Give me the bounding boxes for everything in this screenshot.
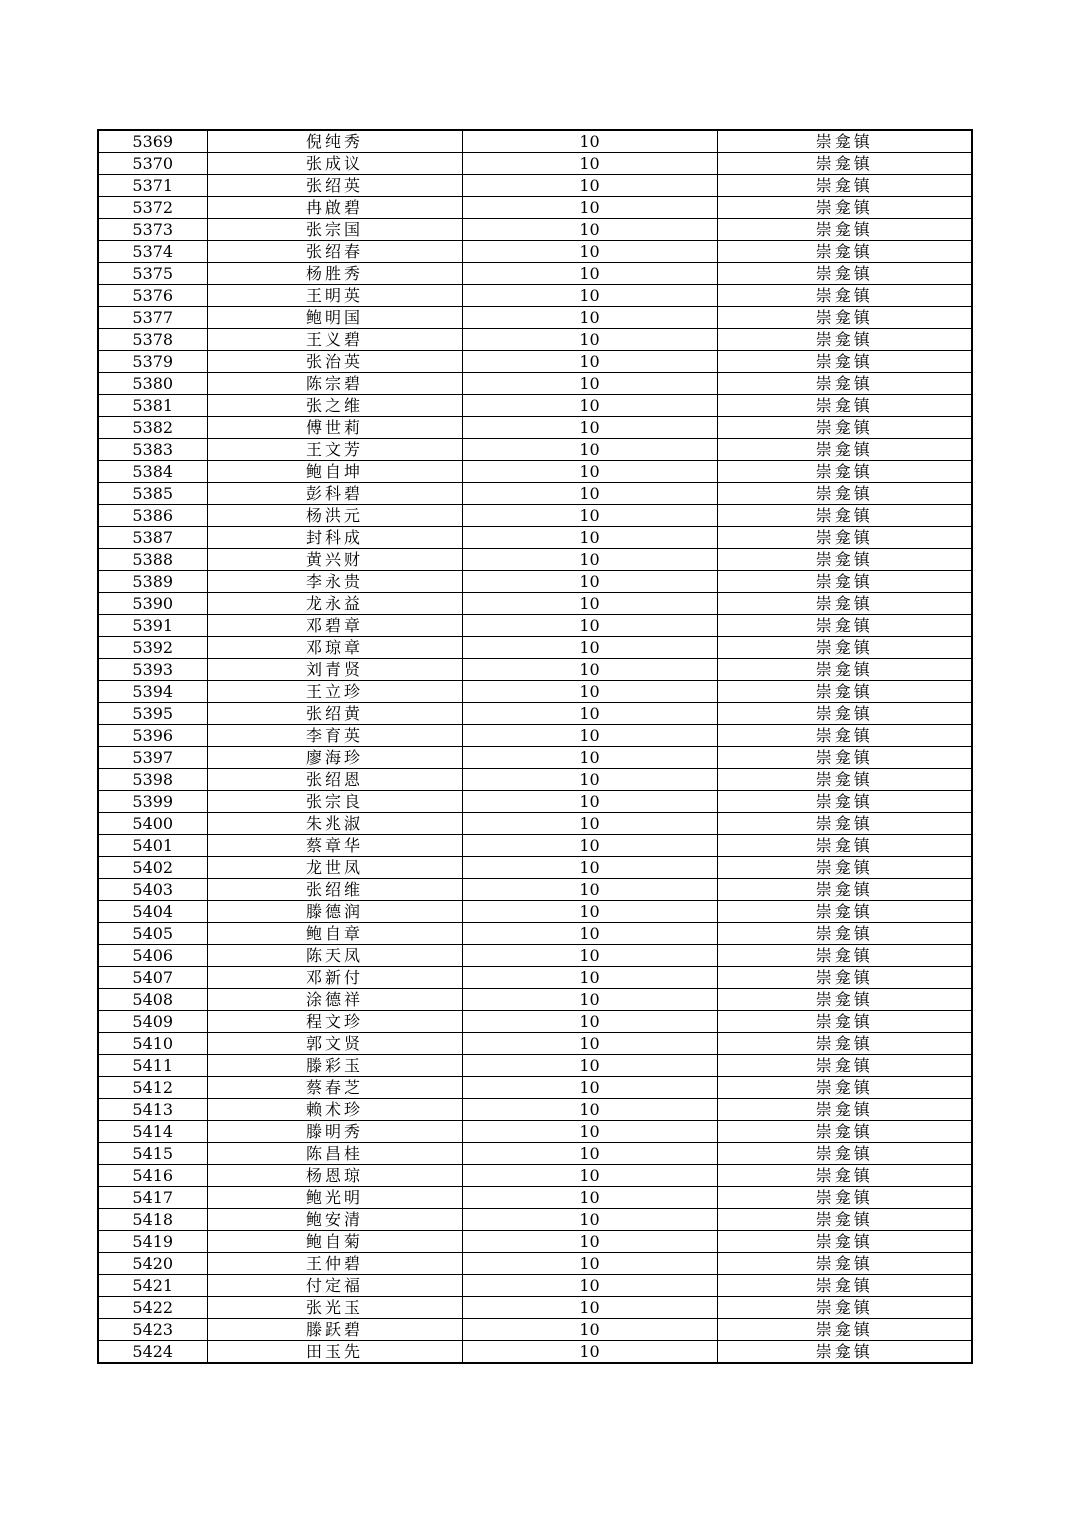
- table-row: [98, 329, 972, 351]
- town-cell: 崇龛镇: [717, 571, 972, 593]
- table-row: [98, 681, 972, 703]
- row-number-cell: 5420: [98, 1253, 207, 1275]
- town-cell: 崇龛镇: [717, 307, 972, 329]
- town-cell: 崇龛镇: [717, 1033, 972, 1055]
- table-row: [98, 879, 972, 901]
- town-cell: 崇龛镇: [717, 1121, 972, 1143]
- row-number-cell: 5407: [98, 967, 207, 989]
- person-name-cell: 陈昌桂: [207, 1143, 462, 1165]
- row-number-cell: 5419: [98, 1231, 207, 1253]
- row-number-cell: 5402: [98, 857, 207, 879]
- town-cell: 崇龛镇: [717, 197, 972, 219]
- amount-cell: 10: [462, 901, 717, 923]
- town-cell: 崇龛镇: [717, 703, 972, 725]
- table-row: [98, 395, 972, 417]
- row-number-cell: 5424: [98, 1341, 207, 1364]
- town-cell: 崇龛镇: [717, 1011, 972, 1033]
- amount-cell: 10: [462, 175, 717, 197]
- amount-cell: 10: [462, 549, 717, 571]
- town-cell: 崇龛镇: [717, 175, 972, 197]
- row-number-cell: 5375: [98, 263, 207, 285]
- person-name-cell: 陈天凤: [207, 945, 462, 967]
- table-row: [98, 1231, 972, 1253]
- person-name-cell: 赖术珍: [207, 1099, 462, 1121]
- town-cell: 崇龛镇: [717, 351, 972, 373]
- row-number-cell: 5417: [98, 1187, 207, 1209]
- town-cell: 崇龛镇: [717, 769, 972, 791]
- person-name-cell: 陈宗碧: [207, 373, 462, 395]
- person-name-cell: 张宗国: [207, 219, 462, 241]
- amount-cell: 10: [462, 285, 717, 307]
- town-cell: 崇龛镇: [717, 813, 972, 835]
- amount-cell: 10: [462, 1231, 717, 1253]
- row-number-cell: 5418: [98, 1209, 207, 1231]
- row-number-cell: 5391: [98, 615, 207, 637]
- person-name-cell: 杨恩琼: [207, 1165, 462, 1187]
- amount-cell: 10: [462, 1033, 717, 1055]
- amount-cell: 10: [462, 1297, 717, 1319]
- person-name-cell: 王立珍: [207, 681, 462, 703]
- town-cell: 崇龛镇: [717, 659, 972, 681]
- person-name-cell: 龙世凤: [207, 857, 462, 879]
- person-name-cell: 张之维: [207, 395, 462, 417]
- row-number-cell: 5380: [98, 373, 207, 395]
- table-row: [98, 923, 972, 945]
- row-number-cell: 5374: [98, 241, 207, 263]
- table-row: [98, 307, 972, 329]
- amount-cell: 10: [462, 1143, 717, 1165]
- row-number-cell: 5377: [98, 307, 207, 329]
- town-cell: 崇龛镇: [717, 835, 972, 857]
- row-number-cell: 5382: [98, 417, 207, 439]
- amount-cell: 10: [462, 373, 717, 395]
- town-cell: 崇龛镇: [717, 1275, 972, 1297]
- amount-cell: 10: [462, 241, 717, 263]
- person-name-cell: 张光玉: [207, 1297, 462, 1319]
- person-name-cell: 张治英: [207, 351, 462, 373]
- person-name-cell: 田玉先: [207, 1341, 462, 1364]
- amount-cell: 10: [462, 351, 717, 373]
- table-row: [98, 593, 972, 615]
- town-cell: 崇龛镇: [717, 637, 972, 659]
- table-row: [98, 1187, 972, 1209]
- table-row: [98, 813, 972, 835]
- amount-cell: 10: [462, 395, 717, 417]
- row-number-cell: 5412: [98, 1077, 207, 1099]
- person-name-cell: 鲍明国: [207, 307, 462, 329]
- town-cell: 崇龛镇: [717, 681, 972, 703]
- town-cell: 崇龛镇: [717, 1341, 972, 1364]
- amount-cell: 10: [462, 681, 717, 703]
- row-number-cell: 5371: [98, 175, 207, 197]
- person-name-cell: 冉啟碧: [207, 197, 462, 219]
- amount-cell: 10: [462, 439, 717, 461]
- row-number-cell: 5416: [98, 1165, 207, 1187]
- row-number-cell: 5421: [98, 1275, 207, 1297]
- row-number-cell: 5404: [98, 901, 207, 923]
- amount-cell: 10: [462, 725, 717, 747]
- town-cell: 崇龛镇: [717, 901, 972, 923]
- amount-cell: 10: [462, 659, 717, 681]
- person-name-cell: 黄兴财: [207, 549, 462, 571]
- row-number-cell: 5381: [98, 395, 207, 417]
- table-row: [98, 857, 972, 879]
- person-name-cell: 王文芳: [207, 439, 462, 461]
- table-row: [98, 241, 972, 263]
- amount-cell: 10: [462, 1077, 717, 1099]
- table-row: [98, 769, 972, 791]
- town-cell: 崇龛镇: [717, 153, 972, 175]
- town-cell: 崇龛镇: [717, 1055, 972, 1077]
- table-row: [98, 153, 972, 175]
- amount-cell: 10: [462, 417, 717, 439]
- amount-cell: 10: [462, 615, 717, 637]
- town-cell: 崇龛镇: [717, 879, 972, 901]
- amount-cell: 10: [462, 1341, 717, 1364]
- row-number-cell: 5396: [98, 725, 207, 747]
- person-name-cell: 滕跃碧: [207, 1319, 462, 1341]
- table-body: [98, 130, 972, 1363]
- amount-cell: 10: [462, 1165, 717, 1187]
- row-number-cell: 5385: [98, 483, 207, 505]
- row-number-cell: 5378: [98, 329, 207, 351]
- amount-cell: 10: [462, 153, 717, 175]
- town-cell: 崇龛镇: [717, 989, 972, 1011]
- row-number-cell: 5388: [98, 549, 207, 571]
- table-row: [98, 747, 972, 769]
- person-name-cell: 王明英: [207, 285, 462, 307]
- row-number-cell: 5397: [98, 747, 207, 769]
- person-name-cell: 封科成: [207, 527, 462, 549]
- person-name-cell: 彭科碧: [207, 483, 462, 505]
- table-row: [98, 835, 972, 857]
- town-cell: 崇龛镇: [717, 395, 972, 417]
- table-row: [98, 967, 972, 989]
- table-row: [98, 130, 972, 153]
- table-row: [98, 725, 972, 747]
- amount-cell: 10: [462, 923, 717, 945]
- table-row: [98, 945, 972, 967]
- row-number-cell: 5400: [98, 813, 207, 835]
- table-row: [98, 571, 972, 593]
- row-number-cell: 5394: [98, 681, 207, 703]
- table-row: [98, 637, 972, 659]
- table-row: [98, 1121, 972, 1143]
- row-number-cell: 5376: [98, 285, 207, 307]
- person-name-cell: 王义碧: [207, 329, 462, 351]
- person-name-cell: 杨胜秀: [207, 263, 462, 285]
- amount-cell: 10: [462, 505, 717, 527]
- town-cell: 崇龛镇: [717, 483, 972, 505]
- town-cell: 崇龛镇: [717, 373, 972, 395]
- row-number-cell: 5370: [98, 153, 207, 175]
- person-name-cell: 蔡春芝: [207, 1077, 462, 1099]
- row-number-cell: 5413: [98, 1099, 207, 1121]
- amount-cell: 10: [462, 571, 717, 593]
- town-cell: 崇龛镇: [717, 1077, 972, 1099]
- amount-cell: 10: [462, 703, 717, 725]
- table-row: [98, 505, 972, 527]
- amount-cell: 10: [462, 461, 717, 483]
- town-cell: 崇龛镇: [717, 1209, 972, 1231]
- person-name-cell: 鲍自菊: [207, 1231, 462, 1253]
- amount-cell: 10: [462, 527, 717, 549]
- amount-cell: 10: [462, 593, 717, 615]
- town-cell: 崇龛镇: [717, 329, 972, 351]
- amount-cell: 10: [462, 263, 717, 285]
- table-row: [98, 615, 972, 637]
- table-row: [98, 417, 972, 439]
- row-number-cell: 5406: [98, 945, 207, 967]
- table-row: [98, 439, 972, 461]
- row-number-cell: 5392: [98, 637, 207, 659]
- amount-cell: 10: [462, 219, 717, 241]
- table-row: [98, 659, 972, 681]
- table-row: [98, 1297, 972, 1319]
- town-cell: 崇龛镇: [717, 1297, 972, 1319]
- amount-cell: 10: [462, 769, 717, 791]
- amount-cell: 10: [462, 967, 717, 989]
- row-number-cell: 5403: [98, 879, 207, 901]
- amount-cell: 10: [462, 329, 717, 351]
- table-row: [98, 901, 972, 923]
- town-cell: 崇龛镇: [717, 1319, 972, 1341]
- person-name-cell: 鲍自章: [207, 923, 462, 945]
- subsidy-table: [97, 129, 973, 1364]
- table-row: [98, 989, 972, 1011]
- row-number-cell: 5410: [98, 1033, 207, 1055]
- person-name-cell: 邓碧章: [207, 615, 462, 637]
- table-row: [98, 1209, 972, 1231]
- person-name-cell: 滕彩玉: [207, 1055, 462, 1077]
- table-row: [98, 483, 972, 505]
- row-number-cell: 5405: [98, 923, 207, 945]
- person-name-cell: 龙永益: [207, 593, 462, 615]
- town-cell: 崇龛镇: [717, 1231, 972, 1253]
- town-cell: 崇龛镇: [717, 747, 972, 769]
- table-row: [98, 1165, 972, 1187]
- person-name-cell: 倪纯秀: [207, 130, 462, 153]
- person-name-cell: 傅世莉: [207, 417, 462, 439]
- row-number-cell: 5386: [98, 505, 207, 527]
- row-number-cell: 5372: [98, 197, 207, 219]
- town-cell: 崇龛镇: [717, 593, 972, 615]
- amount-cell: 10: [462, 857, 717, 879]
- person-name-cell: 张绍恩: [207, 769, 462, 791]
- amount-cell: 10: [462, 1275, 717, 1297]
- person-name-cell: 鲍自坤: [207, 461, 462, 483]
- amount-cell: 10: [462, 1187, 717, 1209]
- town-cell: 崇龛镇: [717, 263, 972, 285]
- person-name-cell: 张成议: [207, 153, 462, 175]
- table-row: [98, 263, 972, 285]
- table-row: [98, 219, 972, 241]
- town-cell: 崇龛镇: [717, 241, 972, 263]
- table-row: [98, 549, 972, 571]
- amount-cell: 10: [462, 945, 717, 967]
- table-row: [98, 1341, 972, 1364]
- amount-cell: 10: [462, 1209, 717, 1231]
- amount-cell: 10: [462, 1011, 717, 1033]
- person-name-cell: 郭文贤: [207, 1033, 462, 1055]
- person-name-cell: 张绍维: [207, 879, 462, 901]
- person-name-cell: 张宗良: [207, 791, 462, 813]
- row-number-cell: 5414: [98, 1121, 207, 1143]
- row-number-cell: 5379: [98, 351, 207, 373]
- person-name-cell: 涂德祥: [207, 989, 462, 1011]
- row-number-cell: 5411: [98, 1055, 207, 1077]
- person-name-cell: 滕德润: [207, 901, 462, 923]
- table-row: [98, 285, 972, 307]
- person-name-cell: 邓新付: [207, 967, 462, 989]
- table-row: [98, 1143, 972, 1165]
- table-row: [98, 1033, 972, 1055]
- table-row: [98, 373, 972, 395]
- town-cell: 崇龛镇: [717, 505, 972, 527]
- row-number-cell: 5408: [98, 989, 207, 1011]
- row-number-cell: 5401: [98, 835, 207, 857]
- town-cell: 崇龛镇: [717, 1143, 972, 1165]
- town-cell: 崇龛镇: [717, 857, 972, 879]
- town-cell: 崇龛镇: [717, 417, 972, 439]
- amount-cell: 10: [462, 1253, 717, 1275]
- table-row: [98, 1099, 972, 1121]
- row-number-cell: 5415: [98, 1143, 207, 1165]
- row-number-cell: 5383: [98, 439, 207, 461]
- person-name-cell: 张绍黄: [207, 703, 462, 725]
- amount-cell: 10: [462, 813, 717, 835]
- person-name-cell: 廖海珍: [207, 747, 462, 769]
- town-cell: 崇龛镇: [717, 130, 972, 153]
- amount-cell: 10: [462, 791, 717, 813]
- town-cell: 崇龛镇: [717, 549, 972, 571]
- person-name-cell: 鲍光明: [207, 1187, 462, 1209]
- amount-cell: 10: [462, 130, 717, 153]
- amount-cell: 10: [462, 879, 717, 901]
- town-cell: 崇龛镇: [717, 1099, 972, 1121]
- person-name-cell: 朱兆淑: [207, 813, 462, 835]
- town-cell: 崇龛镇: [717, 967, 972, 989]
- town-cell: 崇龛镇: [717, 725, 972, 747]
- amount-cell: 10: [462, 483, 717, 505]
- town-cell: 崇龛镇: [717, 1187, 972, 1209]
- row-number-cell: 5399: [98, 791, 207, 813]
- town-cell: 崇龛镇: [717, 285, 972, 307]
- table-row: [98, 1275, 972, 1297]
- table-row: [98, 527, 972, 549]
- table-row: [98, 703, 972, 725]
- row-number-cell: 5387: [98, 527, 207, 549]
- person-name-cell: 付定福: [207, 1275, 462, 1297]
- row-number-cell: 5409: [98, 1011, 207, 1033]
- row-number-cell: 5395: [98, 703, 207, 725]
- town-cell: 崇龛镇: [717, 615, 972, 637]
- table-row: [98, 1055, 972, 1077]
- amount-cell: 10: [462, 989, 717, 1011]
- person-name-cell: 杨洪元: [207, 505, 462, 527]
- table-row: [98, 791, 972, 813]
- person-name-cell: 王仲碧: [207, 1253, 462, 1275]
- town-cell: 崇龛镇: [717, 923, 972, 945]
- town-cell: 崇龛镇: [717, 1165, 972, 1187]
- row-number-cell: 5398: [98, 769, 207, 791]
- row-number-cell: 5393: [98, 659, 207, 681]
- table-row: [98, 197, 972, 219]
- person-name-cell: 滕明秀: [207, 1121, 462, 1143]
- town-cell: 崇龛镇: [717, 1253, 972, 1275]
- person-name-cell: 鲍安清: [207, 1209, 462, 1231]
- person-name-cell: 张绍英: [207, 175, 462, 197]
- table-row: [98, 175, 972, 197]
- town-cell: 崇龛镇: [717, 219, 972, 241]
- row-number-cell: 5423: [98, 1319, 207, 1341]
- town-cell: 崇龛镇: [717, 461, 972, 483]
- amount-cell: 10: [462, 637, 717, 659]
- table-row: [98, 1253, 972, 1275]
- amount-cell: 10: [462, 1099, 717, 1121]
- town-cell: 崇龛镇: [717, 439, 972, 461]
- person-name-cell: 李育英: [207, 725, 462, 747]
- row-number-cell: 5389: [98, 571, 207, 593]
- person-name-cell: 李永贵: [207, 571, 462, 593]
- table-row: [98, 461, 972, 483]
- table-row: [98, 1319, 972, 1341]
- person-name-cell: 邓琼章: [207, 637, 462, 659]
- amount-cell: 10: [462, 1121, 717, 1143]
- row-number-cell: 5369: [98, 130, 207, 153]
- table-row: [98, 351, 972, 373]
- town-cell: 崇龛镇: [717, 527, 972, 549]
- town-cell: 崇龛镇: [717, 791, 972, 813]
- amount-cell: 10: [462, 307, 717, 329]
- amount-cell: 10: [462, 197, 717, 219]
- table-row: [98, 1077, 972, 1099]
- row-number-cell: 5373: [98, 219, 207, 241]
- amount-cell: 10: [462, 747, 717, 769]
- person-name-cell: 蔡章华: [207, 835, 462, 857]
- person-name-cell: 张绍春: [207, 241, 462, 263]
- amount-cell: 10: [462, 1319, 717, 1341]
- table-row: [98, 1011, 972, 1033]
- row-number-cell: 5422: [98, 1297, 207, 1319]
- person-name-cell: 程文珍: [207, 1011, 462, 1033]
- person-name-cell: 刘青贤: [207, 659, 462, 681]
- amount-cell: 10: [462, 1055, 717, 1077]
- row-number-cell: 5390: [98, 593, 207, 615]
- row-number-cell: 5384: [98, 461, 207, 483]
- town-cell: 崇龛镇: [717, 945, 972, 967]
- amount-cell: 10: [462, 835, 717, 857]
